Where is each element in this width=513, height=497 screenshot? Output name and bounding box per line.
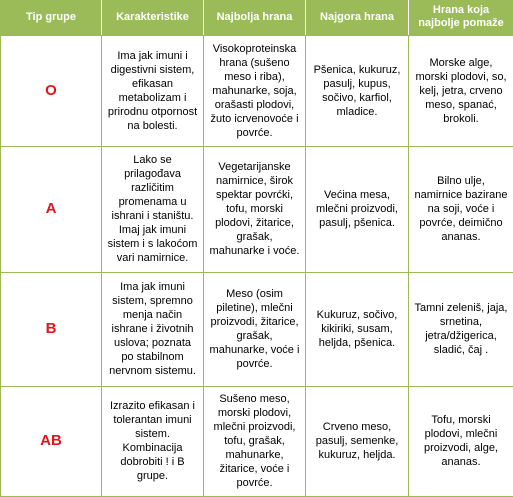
helpful-food-cell: Bilno ulje, namirnice bazirane na soji, voće i povrće, deimično ananas.	[409, 146, 513, 272]
header-characteristics: Karakteristike	[102, 0, 204, 35]
table-row	[1, 35, 513, 146]
characteristics-cell: Ima jak imuni sistem, spremno menja način ishrane i životnih uslova; poznata po stabilnom nervnom sistemu.	[102, 272, 204, 386]
worst-food-cell: Crveno meso, pasulj, semenke, kukuruz, heljda.	[306, 386, 409, 496]
characteristics-cell: Ima jak imuni i digestivni sistem, efikasan metabolizam i prirodnu otpornost na bolesti.	[102, 35, 204, 146]
worst-food-cell: Većina mesa, mlečni proizvodi, pasulj, pšenica.	[306, 146, 409, 272]
helpful-food-cell: Tamni zeleniš, jaja, srnetina, jetra/džigerica, sladić, čaj .	[409, 272, 513, 386]
header-helpful-food: Hrana koja najbolje pomaže	[409, 0, 513, 35]
characteristics-cell: Lako se prilagođava različitim promenama u ishrani i staništu. Imaj jak imuni sistem i s lakoćom vari namirnice.	[102, 146, 204, 272]
blood-type-cell: O	[1, 35, 102, 146]
table-row	[1, 146, 513, 272]
worst-food-cell: Kukuruz, sočivo, kikiriki, susam, heljda, pšenica.	[306, 272, 409, 386]
table-row	[1, 272, 513, 386]
header-best-food: Najbolja hrana	[204, 0, 306, 35]
characteristics-cell: Izrazito efikasan i tolerantan imuni sistem. Kombinacija dobrobiti ! i B grupe.	[102, 386, 204, 496]
best-food-cell: Visokoproteinska hrana (sušeno meso i riba), mahunarke, soja, orašasti plodovi, žuto icrvenovoće i povrće.	[204, 35, 306, 146]
best-food-cell: Vegetarijanske namirnice, širok spektar povrćki, tofu, morski plodovi, žitarice, grašak, mahunarke i voće.	[204, 146, 306, 272]
helpful-food-cell: Tofu, morski plodovi, mlečni proizvodi, alge, ananas.	[409, 386, 513, 496]
best-food-cell: Meso (osim piletine), mlečni proizvodi, žitarice, grašak, mahunarke, voće i povrće.	[204, 272, 306, 386]
worst-food-cell: Pšenica, kukuruz, pasulj, kupus, sočivo, karfiol, mladice.	[306, 35, 409, 146]
header-blood-type: Tip grupe	[1, 0, 102, 35]
blood-type-cell: B	[1, 272, 102, 386]
blood-type-cell: AB	[1, 386, 102, 496]
header-worst-food: Najgora hrana	[306, 0, 409, 35]
helpful-food-cell: Morske alge, morski plodovi, so, kelj, jetra, crveno meso, spanać, brokoli.	[409, 35, 513, 146]
table-row	[1, 386, 513, 496]
header-row	[1, 0, 513, 35]
best-food-cell: Sušeno meso, morski plodovi, mlečni proizvodi, tofu, grašak, mahunarke, žitarice, voće i povrće.	[204, 386, 306, 496]
blood-type-cell: A	[1, 146, 102, 272]
